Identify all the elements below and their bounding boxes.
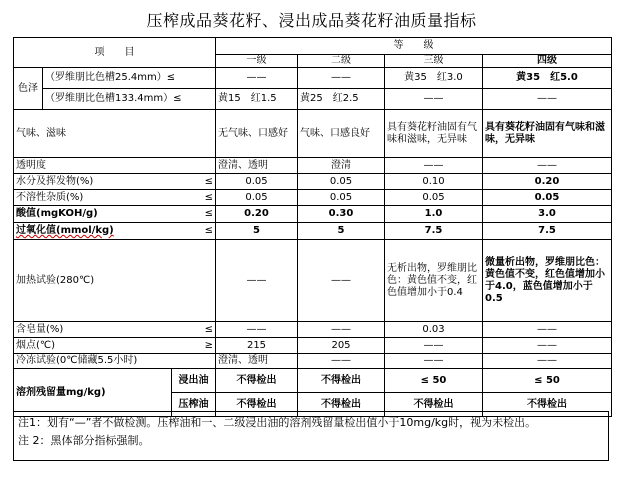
cell-g4: —— <box>483 338 612 354</box>
cell-g1: 215 <box>216 338 298 354</box>
solvent-leach-g2: 不得检出 <box>298 369 385 393</box>
cell-g1: 5 <box>216 223 298 240</box>
row-label: 烟点(℃) <box>14 338 172 354</box>
row-label: 加热试验(280℃) <box>14 240 216 322</box>
cell-g3: 0.10 <box>385 174 483 190</box>
cell-g3: 无析出物，罗维朋比色：黄色值不变，红色值增加小于0.4 <box>385 240 483 322</box>
cell-g3: 0.03 <box>385 322 483 338</box>
solvent-leach-g1: 不得检出 <box>216 369 298 393</box>
color-2-g3: —— <box>385 89 483 110</box>
cell-g4: —— <box>483 322 612 338</box>
row-label: 气味、滋味 <box>14 110 216 158</box>
cell-g3: 具有葵花籽油固有气味和滋味，无异味 <box>385 110 483 158</box>
solvent-label: 溶剂残留量mg/kg) <box>14 369 172 417</box>
color-2-g4: —— <box>483 89 612 110</box>
row-label-text: 过氧化值(mmol/kg) <box>16 225 114 236</box>
cell-g2: 0.30 <box>298 206 385 223</box>
row-comparator: ≤ <box>172 322 216 338</box>
cell-g4: 微量析出物，罗维朋比色：黄色值不变，红色值增加小于4.0，蓝色值增加小于0.5 <box>483 240 612 322</box>
header-grade-3: 三级 <box>385 55 483 68</box>
row-label: 水分及挥发物(%) <box>14 174 172 190</box>
solvent-sub-leach: 浸出油 <box>172 369 216 393</box>
row-comparator: ≤ <box>172 190 216 206</box>
row-label <box>14 223 172 240</box>
cell-g2: 气味、口感良好 <box>298 110 385 158</box>
cell-g3: 1.0 <box>385 206 483 223</box>
cell-g2: 0.05 <box>298 190 385 206</box>
solvent-press-g1: 不得检出 <box>216 393 298 417</box>
row-label: 含皂量(%) <box>14 322 172 338</box>
header-item: 项 目 <box>14 38 216 68</box>
row-comparator: ≥ <box>172 338 216 354</box>
header-grade-2: 二级 <box>298 55 385 68</box>
cell-g1: 0.20 <box>216 206 298 223</box>
note-2: 注 2：黑体部分指标强制。 <box>18 434 150 447</box>
cell-g3: —— <box>385 158 483 174</box>
cell-g1: 澄清、透明 <box>216 158 298 174</box>
page-title: 压榨成品葵花籽、浸出成品葵花籽油质量指标 <box>146 11 477 30</box>
cell-g1: 无气味、口感好 <box>216 110 298 158</box>
cell-g2: 0.05 <box>298 174 385 190</box>
row-comparator: ≤ <box>172 223 216 240</box>
color-1-g1: —— <box>216 68 298 89</box>
cell-g1: 澄清、透明 <box>216 354 298 369</box>
header-grade: 等 级 <box>216 38 612 55</box>
cell-g1: —— <box>216 240 298 322</box>
cell-g2: 205 <box>298 338 385 354</box>
row-comparator: ≤ <box>172 174 216 190</box>
color-1-g4: 黄35 红5.0 <box>483 68 612 89</box>
cell-g3: 0.05 <box>385 190 483 206</box>
row-label: 透明度 <box>14 158 216 174</box>
row-label: 酸值(mgKOH/g) <box>14 206 172 223</box>
solvent-press-g3: 不得检出 <box>385 393 483 417</box>
cell-g4: 3.0 <box>483 206 612 223</box>
cell-g4: —— <box>483 354 612 369</box>
cell-g2: —— <box>298 354 385 369</box>
solvent-press-g4: 不得检出 <box>483 393 612 417</box>
cell-g4: 具有葵花籽油固有气味和滋味，无异味 <box>483 110 612 158</box>
cell-g2: 澄清 <box>298 158 385 174</box>
color-label: 色泽 <box>14 68 43 110</box>
cell-g3: —— <box>385 354 483 369</box>
cell-g2: 5 <box>298 223 385 240</box>
cell-g1: 0.05 <box>216 174 298 190</box>
solvent-leach-g4: ≤ 50 <box>483 369 612 393</box>
row-comparator: ≤ <box>172 206 216 223</box>
solvent-leach-g3: ≤ 50 <box>385 369 483 393</box>
quality-spec-table <box>13 37 612 417</box>
color-sub-1: （罗维朋比色槽25.4mm）≤ <box>43 68 216 89</box>
solvent-sub-press: 压榨油 <box>172 393 216 417</box>
row-label: 冷冻试验(0℃储藏5.5小时) <box>14 354 216 369</box>
cell-g1: 0.05 <box>216 190 298 206</box>
cell-g3: —— <box>385 338 483 354</box>
cell-g4: 0.05 <box>483 190 612 206</box>
cell-g2: —— <box>298 322 385 338</box>
header-grade-1: 一级 <box>216 55 298 68</box>
header-grade-4: 四级 <box>483 55 612 68</box>
cell-g4: —— <box>483 158 612 174</box>
cell-g2: —— <box>298 240 385 322</box>
color-2-g1: 黄15 红1.5 <box>216 89 298 110</box>
color-1-g2: —— <box>298 68 385 89</box>
color-2-g2: 黄25 红2.5 <box>298 89 385 110</box>
cell-g4: 0.20 <box>483 174 612 190</box>
solvent-press-g2: 不得检出 <box>298 393 385 417</box>
color-1-g3: 黄35 红3.0 <box>385 68 483 89</box>
cell-g1: —— <box>216 322 298 338</box>
notes-box <box>13 411 609 461</box>
color-sub-2: （罗维朋比色槽133.4mm）≤ <box>43 89 216 110</box>
cell-g3: 7.5 <box>385 223 483 240</box>
row-label: 不溶性杂质(%) <box>14 190 172 206</box>
note-1: 注1：划有“—”者不做检测。压榨油和一、二级浸出油的溶剂残留量检出值小于10mg/kg时，视为未检出。 <box>18 416 537 429</box>
cell-g4: 7.5 <box>483 223 612 240</box>
